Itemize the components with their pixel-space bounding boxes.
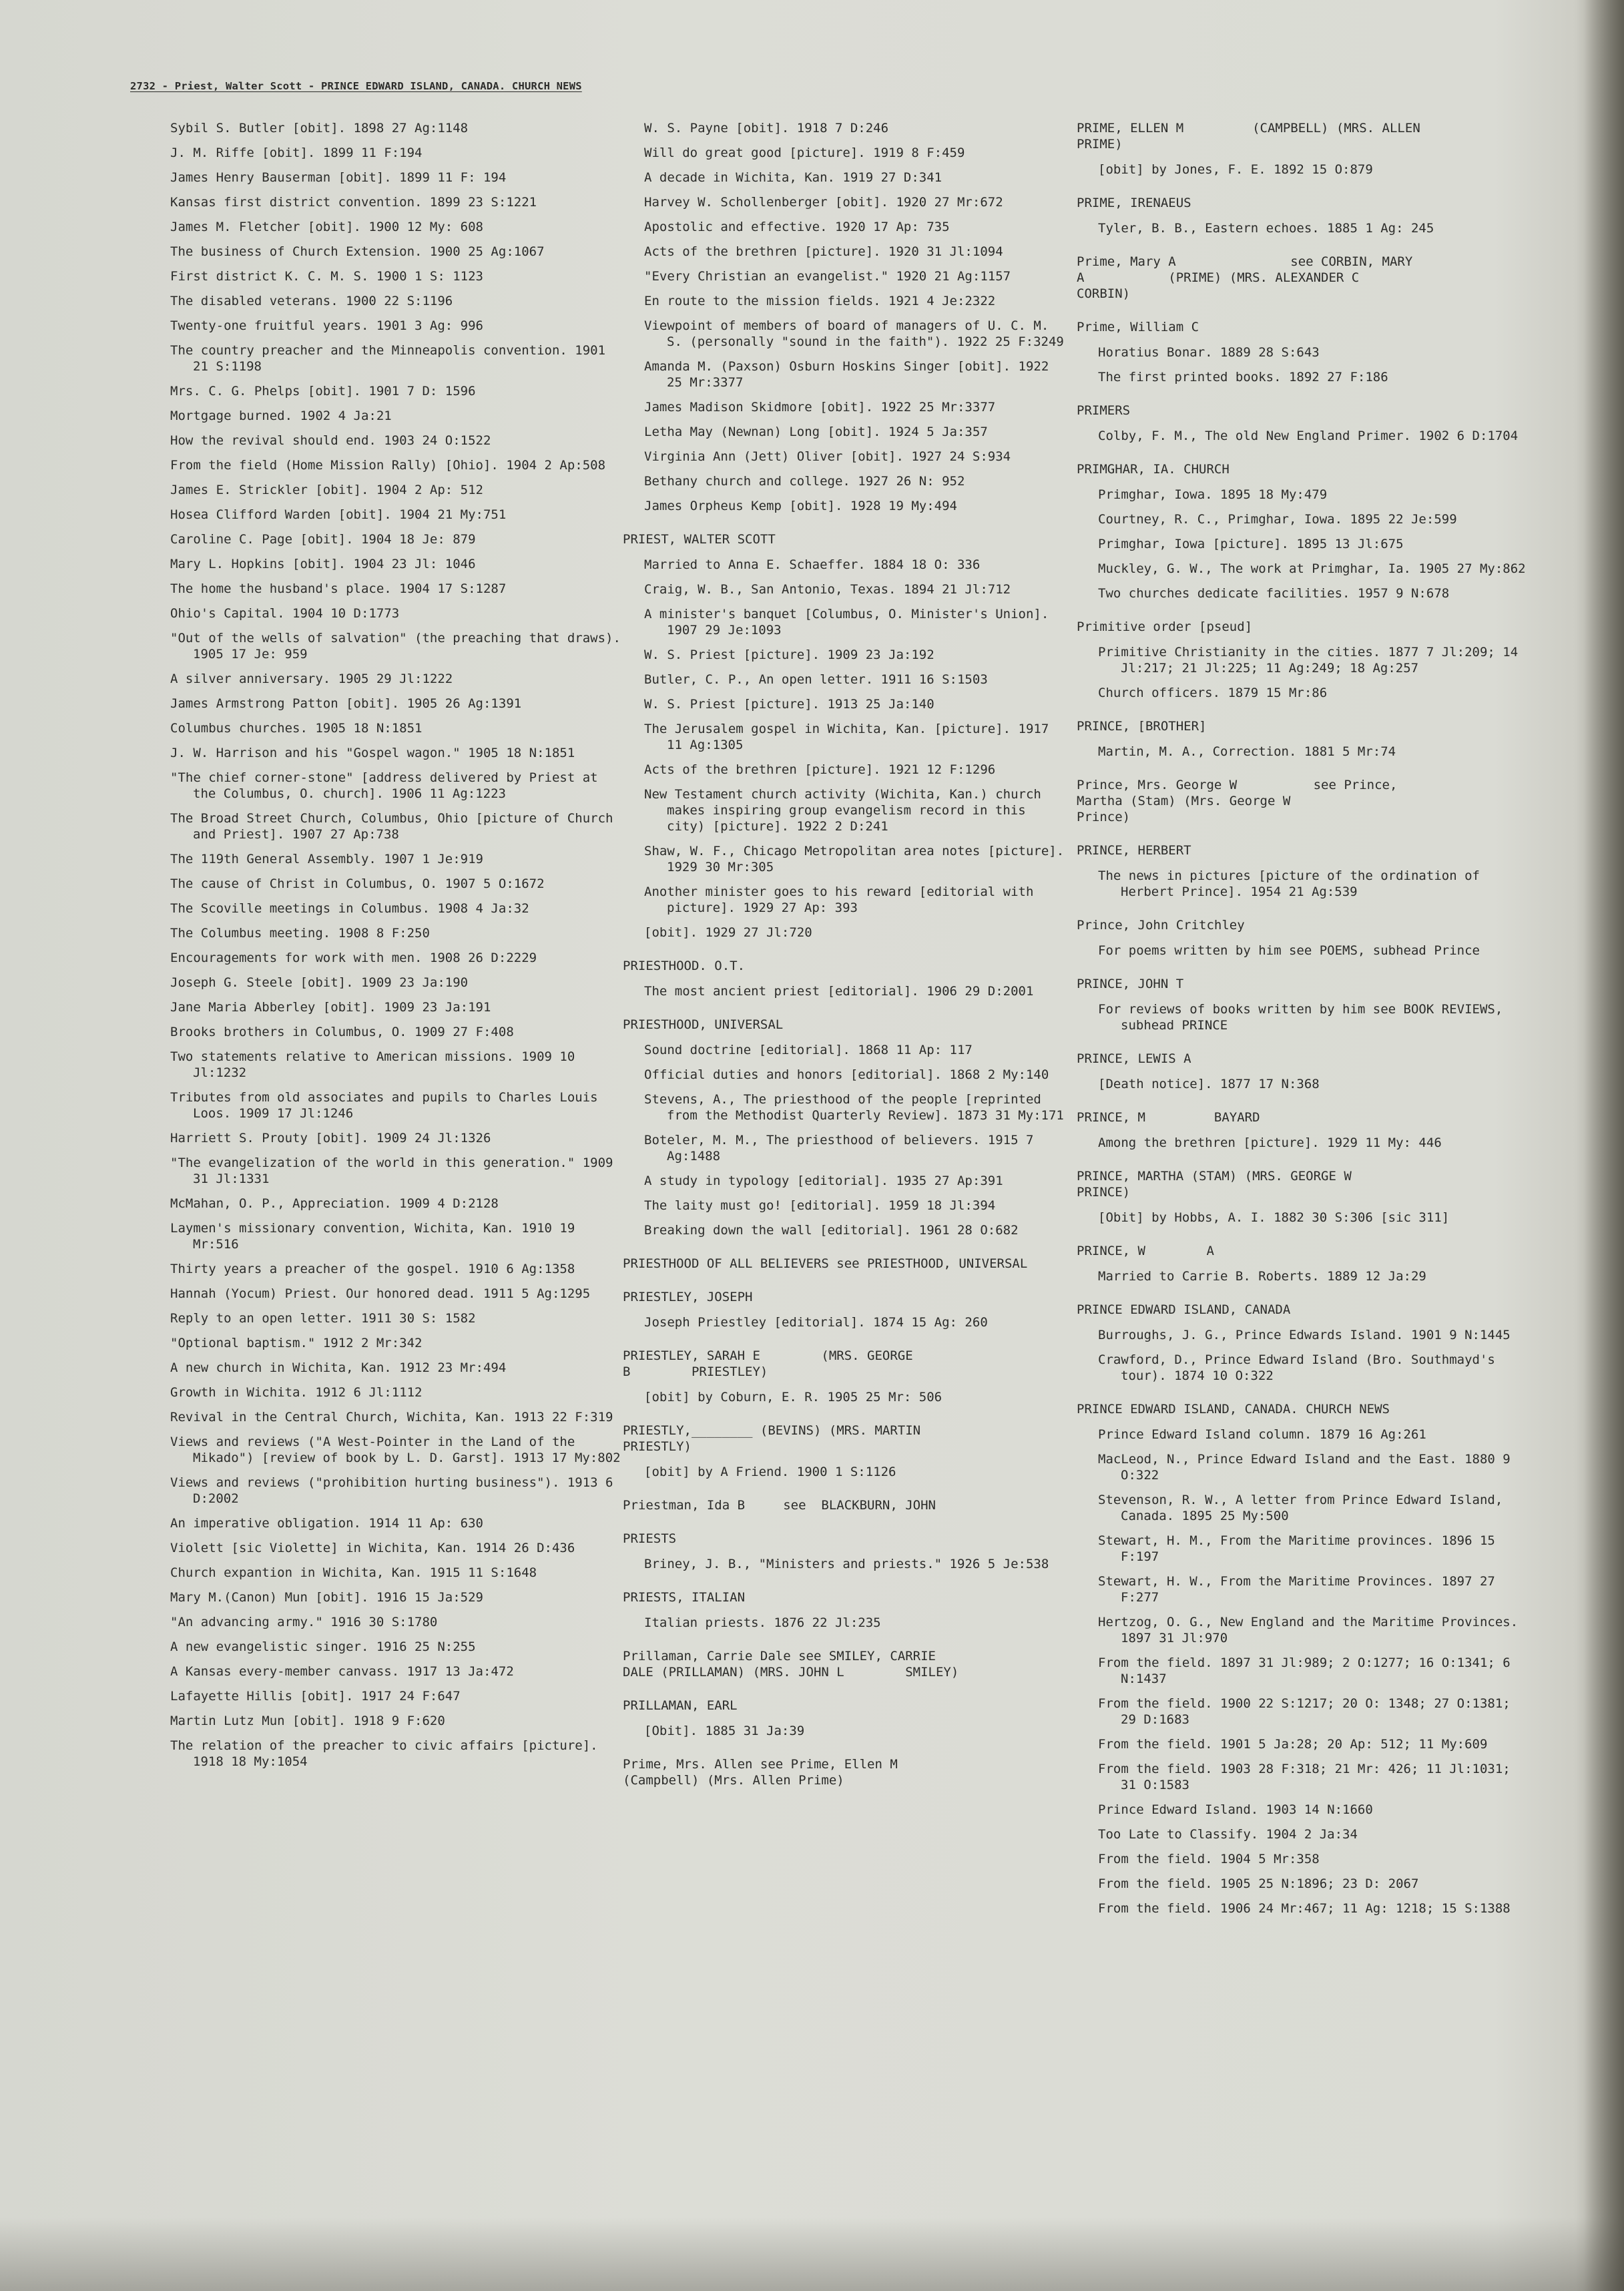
- index-heading: PRIESTS, ITALIAN: [623, 1590, 746, 1605]
- index-entry: "Out of the wells of salvation" (the preaching that draws). 1905 17 Je: 959: [170, 631, 629, 662]
- index-entry: Caroline C. Page [obit]. 1904 18 Je: 879: [170, 532, 476, 547]
- index-entry: Sound doctrine [editorial]. 1868 11 Ap: 117: [644, 1043, 973, 1057]
- index-entry: Courtney, R. C., Primghar, Iowa. 1895 22 Je:599: [1098, 512, 1457, 527]
- index-entry: [Death notice]. 1877 17 N:368: [1098, 1077, 1320, 1091]
- index-heading: PRIMERS: [1077, 403, 1131, 418]
- index-entry: A decade in Wichita, Kan. 1919 27 D:341: [644, 170, 942, 185]
- index-heading: Priestman, Ida B see BLACKBURN, JOHN: [623, 1498, 936, 1513]
- index-entry: "An advancing army." 1916 30 S:1780: [170, 1615, 438, 1629]
- index-entry: Two statements relative to American missions. 1909 10 Jl:1232: [170, 1049, 583, 1080]
- index-entry: [obit] by Jones, F. E. 1892 15 O:879: [1098, 162, 1373, 177]
- index-entry: Tyler, B. B., Eastern echoes. 1885 1 Ag: 245: [1098, 221, 1434, 236]
- bottom-shadow: [0, 2218, 1624, 2291]
- index-entry: James Armstrong Patton [obit]. 1905 26 Ag:1391: [170, 696, 522, 711]
- index-entry: "The chief corner-stone" [address delivered by Priest at the Columbus, O. church]. 1906 11 Ag:1223: [170, 770, 606, 801]
- index-entry: [obit]. 1929 27 Jl:720: [644, 925, 812, 940]
- index-entry: From the field (Home Mission Rally) [Ohio]. 1904 2 Ap:508: [170, 458, 606, 473]
- index-entry: McMahan, O. P., Appreciation. 1909 4 D:2128: [170, 1196, 499, 1211]
- index-entry: Craig, W. B., San Antonio, Texas. 1894 21 Jl:712: [644, 582, 1011, 597]
- index-heading: PRINCE, [BROTHER]: [1077, 719, 1207, 734]
- index-entry: The Columbus meeting. 1908 8 F:250: [170, 926, 430, 941]
- index-entry: [obit] by A Friend. 1900 1 S:1126: [644, 1465, 896, 1479]
- index-entry: Butler, C. P., An open letter. 1911 16 S:1503: [644, 672, 988, 687]
- index-entry: The Broad Street Church, Columbus, Ohio [picture of Church and Priest]. 1907 27 Ap:738: [170, 811, 621, 842]
- index-entry: Crawford, D., Prince Edward Island (Bro. Southmayd's tour). 1874 10 O:322: [1098, 1352, 1503, 1383]
- index-heading: PRIEST, WALTER SCOTT: [623, 532, 776, 547]
- index-entry: Burroughs, J. G., Prince Edwards Island. 1901 9 N:1445: [1098, 1328, 1511, 1342]
- index-entry: A new evangelistic singer. 1916 25 N:255: [170, 1639, 476, 1654]
- page-edge-shadow: [1584, 0, 1624, 2291]
- index-entry: Mortgage burned. 1902 4 Ja:21: [170, 409, 392, 423]
- index-heading: PRIESTLY,________ (BEVINS) (MRS. MARTIN PRIESTLY): [623, 1423, 921, 1454]
- index-entry: James Orpheus Kemp [obit]. 1928 19 My:494: [644, 499, 957, 513]
- index-entry: The Jerusalem gospel in Wichita, Kan. [picture]. 1917 11 Ag:1305: [644, 722, 1057, 752]
- index-entry: For poems written by him see POEMS, subhead Prince: [1098, 943, 1480, 958]
- index-entry: James Henry Bauserman [obit]. 1899 11 F: 194: [170, 170, 507, 185]
- index-entry: Primitive Christianity in the cities. 1877 7 Jl:209; 14 Jl:217; 21 Jl:225; 11 Ag:249; 18 Ag:257: [1098, 645, 1526, 676]
- index-entry: For reviews of books written by him see BOOK REVIEWS, subhead PRINCE: [1098, 1002, 1511, 1033]
- index-entry: A Kansas every-member canvass. 1917 13 Ja:472: [170, 1664, 514, 1679]
- index-entry: [Obit] by Hobbs, A. I. 1882 30 S:306 [sic 311]: [1098, 1210, 1450, 1225]
- index-entry: Prince Edward Island column. 1879 16 Ag:261: [1098, 1427, 1426, 1442]
- index-entry: Laymen's missionary convention, Wichita, Kan. 1910 19 Mr:516: [170, 1221, 583, 1252]
- index-entry: From the field. 1903 28 F:318; 21 Mr: 426; 11 Jl:1031; 31 O:1583: [1098, 1762, 1519, 1792]
- index-entry: Jane Maria Abberley [obit]. 1909 23 Ja:191: [170, 1000, 491, 1015]
- column-1: [170, 120, 629, 1778]
- index-entry: "Every Christian an evangelist." 1920 21 Ag:1157: [644, 269, 1011, 284]
- index-entry: Columbus churches. 1905 18 N:1851: [170, 721, 423, 736]
- index-entry: Revival in the Central Church, Wichita, Kan. 1913 22 F:319: [170, 1410, 613, 1425]
- index-entry: Joseph G. Steele [obit]. 1909 23 Ja:190: [170, 975, 469, 990]
- index-entry: Lafayette Hillis [obit]. 1917 24 F:647: [170, 1689, 461, 1704]
- index-entry: Official duties and honors [editorial]. 1868 2 My:140: [644, 1067, 1049, 1082]
- index-entry: Tributes from old associates and pupils to Charles Louis Loos. 1909 17 Jl:1246: [170, 1090, 606, 1121]
- index-entry: Hannah (Yocum) Priest. Our honored dead. 1911 5 Ag:1295: [170, 1286, 591, 1301]
- index-entry: Brooks brothers in Columbus, O. 1909 27 F:408: [170, 1025, 514, 1039]
- index-heading: PRINCE EDWARD ISLAND, CANADA: [1077, 1302, 1291, 1317]
- index-entry: MacLeod, N., Prince Edward Island and the East. 1880 9 O:322: [1098, 1452, 1519, 1483]
- index-entry: Stevenson, R. W., A letter from Prince Edward Island, Canada. 1895 25 My:500: [1098, 1493, 1511, 1523]
- index-entry: Bethany church and college. 1927 26 N: 952: [644, 474, 965, 489]
- index-heading: Prime, Mary A see CORBIN, MARY A (PRIME) (MRS. ALEXANDER C CORBIN): [1077, 254, 1413, 301]
- index-heading: PRINCE, LEWIS A: [1077, 1051, 1191, 1066]
- index-entry: Letha May (Newnan) Long [obit]. 1924 5 Ja:357: [644, 425, 988, 439]
- index-entry: Married to Carrie B. Roberts. 1889 12 Ja:29: [1098, 1269, 1426, 1284]
- index-entry: The country preacher and the Minneapolis convention. 1901 21 S:1198: [170, 343, 613, 374]
- index-entry: Views and reviews ("prohibition hurting business"). 1913 6 D:2002: [170, 1475, 621, 1506]
- index-heading: PRIESTHOOD. O.T.: [623, 959, 746, 973]
- index-entry: W. S. Priest [picture]. 1909 23 Ja:192: [644, 648, 934, 662]
- index-entry: Muckley, G. W., The work at Primghar, Ia. 1905 27 My:862: [1098, 561, 1526, 576]
- index-heading: Prillaman, Carrie Dale see SMILEY, CARRIE DALE (PRILLAMAN) (MRS. JOHN L SMILEY): [623, 1649, 959, 1680]
- index-entry: The laity must go! [editorial]. 1959 18 Jl:394: [644, 1198, 996, 1213]
- index-entry: Amanda M. (Paxson) Osburn Hoskins Singer [obit]. 1922 25 Mr:3377: [644, 359, 1057, 390]
- index-heading: PRIESTS: [623, 1531, 677, 1546]
- index-heading: PRIMGHAR, IA. CHURCH: [1077, 462, 1230, 477]
- index-entry: Viewpoint of members of board of managers of U. C. M. S. (personally "sound in the faith"). 1922 25 F:3249: [644, 318, 1064, 349]
- index-entry: Stewart, H. M., From the Maritime provinces. 1896 15 F:197: [1098, 1533, 1503, 1564]
- index-entry: Martin, M. A., Correction. 1881 5 Mr:74: [1098, 744, 1396, 759]
- index-entry: An imperative obligation. 1914 11 Ap: 630: [170, 1516, 483, 1531]
- index-entry: The Scoville meetings in Columbus. 1908 4 Ja:32: [170, 901, 529, 916]
- index-entry: From the field. 1906 24 Mr:467; 11 Ag: 1218; 15 S:1388: [1098, 1901, 1511, 1916]
- index-entry: Two churches dedicate facilities. 1957 9 N:678: [1098, 586, 1450, 601]
- index-entry: James Madison Skidmore [obit]. 1922 25 Mr:3377: [644, 400, 996, 415]
- index-entry: En route to the mission fields. 1921 4 Je:2322: [644, 294, 996, 308]
- index-entry: From the field. 1900 22 S:1217; 20 O: 1348; 27 O:1381; 29 D:1683: [1098, 1696, 1519, 1727]
- index-entry: The most ancient priest [editorial]. 1906 29 D:2001: [644, 984, 1034, 999]
- index-entry: [obit] by Coburn, E. R. 1905 25 Mr: 506: [644, 1390, 942, 1405]
- index-entry: Kansas first district convention. 1899 23 S:1221: [170, 195, 537, 210]
- index-heading: PRINCE, MARTHA (STAM) (MRS. GEORGE W PRINCE): [1077, 1169, 1352, 1200]
- index-entry: From the field. 1901 5 Ja:28; 20 Ap: 512; 11 My:609: [1098, 1737, 1488, 1752]
- index-entry: Breaking down the wall [editorial]. 1961 28 O:682: [644, 1223, 1019, 1238]
- index-entry: Stevens, A., The priesthood of the people [reprinted from the Methodist Quarterly Review]. 1873 31 My:171: [644, 1092, 1064, 1123]
- index-entry: W. S. Payne [obit]. 1918 7 D:246: [644, 121, 889, 136]
- index-entry: Views and reviews ("A West-Pointer in the Land of the Mikado") [review of book by L. D. Garst]. 1913 17 My:802: [170, 1435, 621, 1465]
- index-entry: The disabled veterans. 1900 22 S:1196: [170, 294, 453, 308]
- index-heading: PRINCE, JOHN T: [1077, 977, 1184, 991]
- index-entry: Martin Lutz Mun [obit]. 1918 9 F:620: [170, 1714, 445, 1728]
- index-entry: Another minister goes to his reward [editorial with picture]. 1929 27 Ap: 393: [644, 884, 1041, 915]
- index-heading: Primitive order [pseud]: [1077, 619, 1253, 634]
- index-heading: Prince, Mrs. George W see Prince, Martha (Stam) (Mrs. George W Prince): [1077, 778, 1398, 824]
- index-entry: J. M. Riffe [obit]. 1899 11 F:194: [170, 146, 423, 160]
- index-entry: The 119th General Assembly. 1907 1 Je:919: [170, 852, 483, 866]
- index-entry: Horatius Bonar. 1889 28 S:643: [1098, 345, 1320, 360]
- index-entry: Among the brethren [picture]. 1929 11 My: 446: [1098, 1135, 1442, 1150]
- index-entry: Shaw, W. F., Chicago Metropolitan area notes [picture]. 1929 30 Mr:305: [644, 844, 1072, 874]
- index-entry: Italian priests. 1876 22 Jl:235: [644, 1615, 881, 1630]
- index-entry: The home the husband's place. 1904 17 S:1287: [170, 581, 507, 596]
- index-entry: Will do great good [picture]. 1919 8 F:459: [644, 146, 965, 160]
- index-entry: Church expantion in Wichita, Kan. 1915 11 S:1648: [170, 1565, 537, 1580]
- index-heading: PRIESTHOOD OF ALL BELIEVERS see PRIESTHOOD, UNIVERSAL: [623, 1256, 1028, 1271]
- index-entry: Reply to an open letter. 1911 30 S: 1582: [170, 1311, 476, 1326]
- index-entry: From the field. 1905 25 N:1896; 23 D: 2067: [1098, 1876, 1419, 1891]
- index-entry: From the field. 1897 31 Jl:989; 2 O:1277; 16 O:1341; 6 N:1437: [1098, 1656, 1519, 1686]
- index-entry: Harriett S. Prouty [obit]. 1909 24 Jl:1326: [170, 1131, 491, 1146]
- index-entry: Harvey W. Schollenberger [obit]. 1920 27 Mr:672: [644, 195, 1003, 210]
- index-entry: Briney, J. B., "Ministers and priests." 1926 5 Je:538: [644, 1557, 1049, 1571]
- index-entry: Married to Anna E. Schaeffer. 1884 18 O: 336: [644, 557, 981, 572]
- index-entry: Joseph Priestley [editorial]. 1874 15 Ag: 260: [644, 1315, 988, 1330]
- index-heading: PRINCE, W A: [1077, 1244, 1214, 1258]
- index-entry: Mary M.(Canon) Mun [obit]. 1916 15 Ja:529: [170, 1590, 483, 1605]
- index-entry: The first printed books. 1892 27 F:186: [1098, 370, 1388, 385]
- index-heading: PRINCE EDWARD ISLAND, CANADA. CHURCH NEWS: [1077, 1402, 1390, 1417]
- index-entry: Hertzog, O. G., New England and the Maritime Provinces. 1897 31 Jl:970: [1098, 1615, 1526, 1645]
- index-entry: Hosea Clifford Warden [obit]. 1904 21 My:751: [170, 507, 507, 522]
- index-entry: Mrs. C. G. Phelps [obit]. 1901 7 D: 1596: [170, 384, 476, 399]
- index-entry: Acts of the brethren [picture]. 1921 12 F:1296: [644, 762, 996, 777]
- index-entry: Violett [sic Violette] in Wichita, Kan. 1914 26 D:436: [170, 1541, 575, 1555]
- index-entry: A study in typology [editorial]. 1935 27 Ap:391: [644, 1174, 1003, 1188]
- index-entry: From the field. 1904 5 Mr:358: [1098, 1852, 1320, 1866]
- index-entry: The relation of the preacher to civic affairs [picture]. 1918 18 My:1054: [170, 1738, 606, 1769]
- index-entry: New Testament church activity (Wichita, Kan.) church makes inspiring group evangelism record in this city) [picture]. 1922 2 D:241: [644, 787, 1049, 834]
- column-3: [1077, 120, 1532, 1925]
- index-entry: [Obit]. 1885 31 Ja:39: [644, 1724, 805, 1738]
- index-heading: PRINCE, M BAYARD: [1077, 1110, 1260, 1125]
- index-heading: PRIESTHOOD, UNIVERSAL: [623, 1017, 784, 1032]
- index-heading: Prime, William C: [1077, 320, 1199, 334]
- index-entry: Stewart, H. W., From the Maritime Provinces. 1897 27 F:277: [1098, 1574, 1503, 1605]
- index-entry: Apostolic and effective. 1920 17 Ap: 735: [644, 220, 950, 234]
- index-entry: Colby, F. M., The old New England Primer. 1902 6 D:1704: [1098, 429, 1519, 443]
- index-heading: PRIESTLEY, SARAH E (MRS. GEORGE B PRIESTLEY): [623, 1348, 913, 1379]
- index-entry: First district K. C. M. S. 1900 1 S: 1123: [170, 269, 483, 284]
- index-entry: Prince Edward Island. 1903 14 N:1660: [1098, 1802, 1373, 1817]
- index-entry: Acts of the brethren [picture]. 1920 31 Jl:1094: [644, 244, 1003, 259]
- index-entry: James E. Strickler [obit]. 1904 2 Ap: 512: [170, 483, 483, 497]
- index-entry: "The evangelization of the world in this generation." 1909 31 Jl:1331: [170, 1156, 621, 1186]
- index-entry: James M. Fletcher [obit]. 1900 12 My: 608: [170, 220, 483, 234]
- column-2: [623, 120, 1072, 1798]
- index-entry: J. W. Harrison and his "Gospel wagon." 1905 18 N:1851: [170, 746, 575, 760]
- index-heading: PRIME, ELLEN M (CAMPBELL) (MRS. ALLEN PRIME): [1077, 121, 1420, 152]
- index-entry: Thirty years a preacher of the gospel. 1910 6 Ag:1358: [170, 1262, 575, 1276]
- index-entry: Primghar, Iowa. 1895 18 My:479: [1098, 487, 1328, 502]
- page-header: 2732 - Priest, Walter Scott - PRINCE EDWARD ISLAND, CANADA. CHURCH NEWS: [130, 80, 582, 92]
- index-entry: Growth in Wichita. 1912 6 Jl:1112: [170, 1385, 423, 1400]
- index-entry: A new church in Wichita, Kan. 1912 23 Mr:494: [170, 1360, 507, 1375]
- index-entry: Encouragements for work with men. 1908 26 D:2229: [170, 951, 537, 965]
- index-heading: Prime, Mrs. Allen see Prime, Ellen M (Campbell) (Mrs. Allen Prime): [623, 1757, 898, 1788]
- index-entry: A silver anniversary. 1905 29 Jl:1222: [170, 672, 453, 686]
- index-entry: "Optional baptism." 1912 2 Mr:342: [170, 1336, 423, 1350]
- index-entry: Ohio's Capital. 1904 10 D:1773: [170, 606, 400, 621]
- index-heading: PRIESTLEY, JOSEPH: [623, 1290, 753, 1304]
- index-entry: Church officers. 1879 15 Mr:86: [1098, 686, 1328, 700]
- index-heading: Prince, John Critchley: [1077, 918, 1245, 933]
- index-entry: Boteler, M. M., The priesthood of believers. 1915 7 Ag:1488: [644, 1133, 1041, 1164]
- index-entry: Primghar, Iowa [picture]. 1895 13 Jl:675: [1098, 537, 1404, 551]
- index-entry: How the revival should end. 1903 24 O:1522: [170, 433, 491, 448]
- index-entry: The news in pictures [picture of the ordination of Herbert Prince]. 1954 21 Ag:539: [1098, 868, 1488, 899]
- index-entry: Twenty-one fruitful years. 1901 3 Ag: 996: [170, 318, 483, 333]
- index-entry: The cause of Christ in Columbus, O. 1907 5 O:1672: [170, 876, 545, 891]
- index-heading: PRIME, IRENAEUS: [1077, 196, 1191, 210]
- index-entry: Virginia Ann (Jett) Oliver [obit]. 1927 24 S:934: [644, 449, 1011, 464]
- index-entry: Sybil S. Butler [obit]. 1898 27 Ag:1148: [170, 121, 469, 136]
- index-entry: Too Late to Classify. 1904 2 Ja:34: [1098, 1827, 1358, 1842]
- index-heading: PRINCE, HERBERT: [1077, 843, 1191, 858]
- index-entry: W. S. Priest [picture]. 1913 25 Ja:140: [644, 697, 934, 712]
- index-heading: PRILLAMAN, EARL: [623, 1698, 738, 1713]
- index-entry: Mary L. Hopkins [obit]. 1904 23 Jl: 1046: [170, 557, 476, 571]
- index-entry: The business of Church Extension. 1900 25 Ag:1067: [170, 244, 545, 259]
- index-entry: A minister's banquet [Columbus, O. Minister's Union]. 1907 29 Je:1093: [644, 607, 1057, 638]
